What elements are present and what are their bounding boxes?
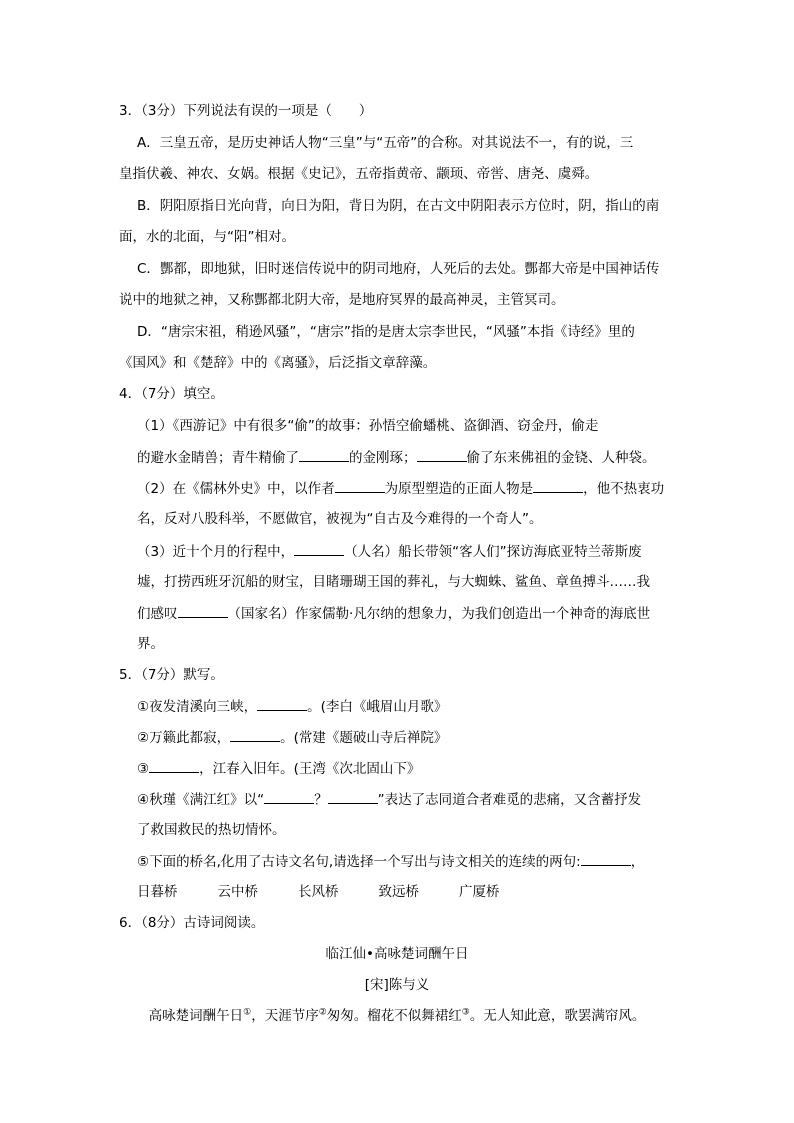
- poem-title: 临江仙•高咏楚词酬午日: [325, 946, 469, 962]
- q6-stem: 6．（8分）古诗词阅读。: [119, 915, 265, 931]
- poem-line: 高咏楚词酬午日①，天涯节序②匆匆。榴花不似舞裙红③。无人知此意，歌罢满帘风。: [148, 1007, 646, 1024]
- q3-option-a-line1: A．三皇五帝，是历史神话人物“三皇”与“五帝”的合称。对其说法不一，有的说，三: [137, 135, 634, 151]
- q3-option-b-line2: 面，水的北面，与“阳”相对。: [119, 229, 295, 245]
- answer-blank[interactable]: [230, 727, 280, 742]
- q4-part1-line2: 的避水金睛兽；青牛精偷了 的金刚琢； 偷了东来佛祖的金铙、人种袋。: [137, 447, 656, 468]
- q4-stem: 4．（7分）填空。: [119, 386, 224, 402]
- q5-item5: ⑤下面的桥名,化用了古诗文名句,请选择一个写出与诗文相关的连续的两句: ，: [137, 851, 644, 872]
- footnote-marker: ①: [243, 1007, 252, 1018]
- answer-blank[interactable]: [257, 696, 307, 711]
- q5-item1: ①夜发清溪向三峡， 。(李白《峨眉山月歌》: [137, 696, 447, 717]
- q3-option-d-line2: 《国风》和《楚辞》中的《离骚》，后泛指文章辞藻。: [119, 355, 437, 371]
- answer-blank[interactable]: [178, 603, 228, 618]
- footnote-marker: ③: [461, 1007, 470, 1018]
- answer-blank[interactable]: [581, 851, 631, 866]
- bridge-name: 致远桥: [378, 884, 419, 900]
- q5-bridge-list: [137, 882, 500, 902]
- bridge-name: 长风桥: [298, 884, 339, 900]
- q4-part3-line1: （3）近十个月的行程中， （人名）船长带领“客人们”探访海底亚特兰蒂斯废: [137, 541, 642, 562]
- answer-blank[interactable]: [264, 789, 314, 804]
- q5-item4-line2: 了救国救民的热切情怀。: [137, 822, 286, 838]
- answer-blank[interactable]: [328, 789, 378, 804]
- q3-option-c-line1: C．酆都，即地狱，旧时迷信传说中的阴司地府，人死后的去处。酆都大帝是中国神话传: [137, 261, 660, 277]
- answer-blank[interactable]: [533, 478, 583, 493]
- q3-option-d-line1: D．“唐宗宋祖，稍逊风骚”，“唐宗”指的是唐太宗李世民，“风骚”本指《诗经》里的: [137, 324, 635, 340]
- q4-part1-line1: （1）《西游记》中有很多“偷”的故事：孙悟空偷蟠桃、盗御酒、窃金丹，偷走: [137, 418, 599, 434]
- answer-blank[interactable]: [299, 447, 349, 462]
- q5-item3: ③ ，江春入旧年。(王湾《次北固山下》: [137, 758, 420, 779]
- footnote-marker: ②: [318, 1007, 327, 1018]
- bridge-name: 广厦桥: [459, 884, 500, 900]
- bridge-name: 云中桥: [217, 884, 258, 900]
- q4-part2-line1: （2）在《儒林外史》中，以作者 为原型塑造的正面人物是 ，他不热衷功: [137, 478, 664, 499]
- q3-option-a-line2: 皇指伏羲、神农、女娲。根据《史记》，五帝指黄帝、颛顼、帝喾、唐尧、虞舜。: [119, 166, 599, 182]
- answer-blank[interactable]: [294, 541, 344, 556]
- q4-part3-line3: 们感叹 （国家名）作家儒勒·凡尔纳的想象力，为我们创造出一个神奇的海底世: [137, 603, 650, 624]
- q3-option-c-line2: 说中的地狱之神，又称酆都北阴大帝，是地府冥界的最高神灵，主管冥司。: [119, 292, 565, 308]
- bridge-name: 日暮桥: [137, 884, 178, 900]
- answer-blank[interactable]: [417, 447, 467, 462]
- answer-blank[interactable]: [335, 478, 385, 493]
- poem-author: [宋]陈与义: [364, 977, 430, 993]
- q4-part2-line2: 名，反对八股科举，不愿做官，被视为“自古及今难得的一个奇人”。: [137, 511, 543, 527]
- q4-part3-line4: 界。: [137, 636, 164, 652]
- q5-item2: ②万籁此都寂， 。(常建《题破山寺后禅院》: [137, 727, 447, 748]
- q5-stem: 5．（7分）默写。: [119, 667, 224, 683]
- q3-stem: 3．（3分）下列说法有误的一项是（ ）: [119, 103, 373, 119]
- q3-option-b-line1: B．阴阳原指日光向背，向日为阳，背日为阴，在古文中阴阳表示方位时，阴，指山的南: [137, 198, 660, 214]
- q5-item4-line1: ④秋瑾《满江红》以“ ？ ”表达了志同道合者难觅的悲痛，又含蓄抒发: [137, 789, 641, 810]
- answer-blank[interactable]: [149, 758, 199, 773]
- q4-part3-line2: 墟，打捞西班牙沉船的财宝，目睹珊瑚王国的葬礼，与大蜘蛛、鲨鱼、章鱼搏斗……我: [137, 574, 650, 590]
